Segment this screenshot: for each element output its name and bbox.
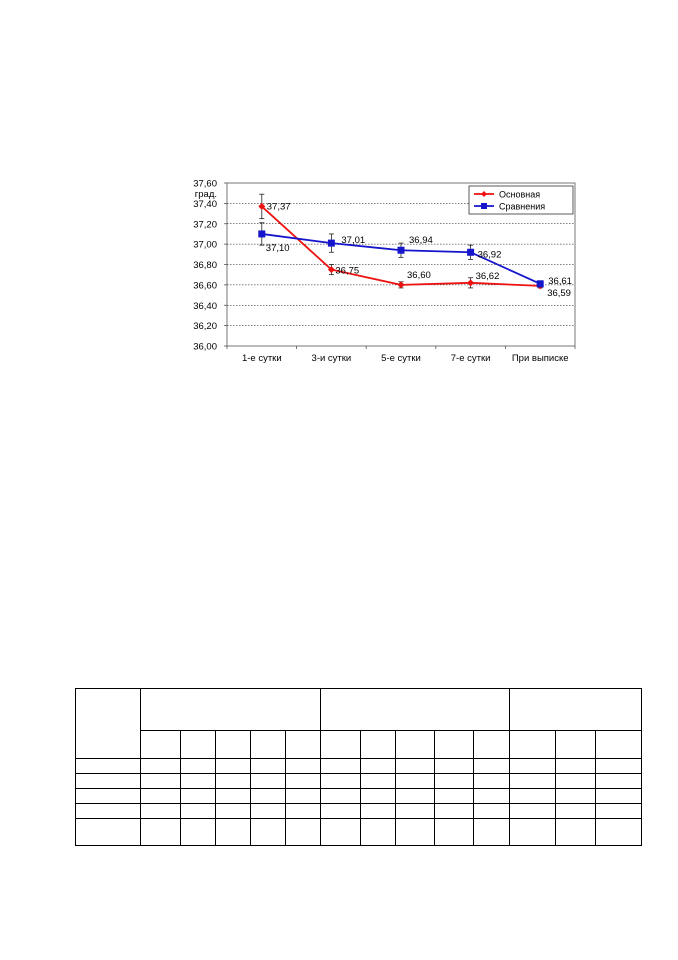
table-header-cell bbox=[76, 689, 141, 759]
table-cell bbox=[361, 819, 396, 846]
table-cell bbox=[556, 789, 596, 804]
table-cell bbox=[141, 774, 181, 789]
y-tick-label: 36,80 bbox=[193, 260, 217, 271]
table-cell bbox=[216, 819, 251, 846]
table-cell bbox=[510, 819, 556, 846]
data-point bbox=[467, 279, 474, 286]
y-tick-label: 37,60 bbox=[193, 178, 217, 190]
y-tick-label: 37,40 bbox=[193, 198, 217, 210]
table-cell bbox=[474, 759, 510, 774]
table-cell bbox=[396, 819, 435, 846]
table-cell bbox=[396, 789, 435, 804]
table-header-cell bbox=[321, 689, 510, 731]
table-cell bbox=[435, 804, 474, 819]
data-point bbox=[328, 240, 335, 247]
table-header-cell bbox=[510, 689, 642, 731]
y-tick-labels bbox=[193, 179, 217, 353]
chart-svg bbox=[180, 172, 580, 372]
x-tick-label: При выписке bbox=[511, 353, 569, 364]
table-cell bbox=[141, 789, 181, 804]
table-cell bbox=[286, 759, 321, 774]
table-cell bbox=[396, 731, 435, 759]
legend-label: Основная bbox=[499, 189, 541, 200]
data-point bbox=[537, 280, 544, 287]
table-cell bbox=[556, 804, 596, 819]
y-tick-label: 37,00 bbox=[193, 239, 217, 251]
y-tick-label: 36,60 bbox=[193, 280, 217, 292]
table-cell bbox=[141, 759, 181, 774]
table-cell bbox=[321, 774, 361, 789]
table-cell bbox=[556, 819, 596, 846]
data-label: 36,92 bbox=[477, 249, 502, 261]
table-cell bbox=[361, 789, 396, 804]
table-cell bbox=[361, 731, 396, 759]
data-point bbox=[398, 281, 405, 288]
table-cell bbox=[396, 759, 435, 774]
table-cell bbox=[596, 731, 642, 759]
table-cell bbox=[361, 804, 396, 819]
y-axis-label: град. bbox=[194, 189, 217, 200]
table-cell bbox=[556, 731, 596, 759]
table-cell bbox=[141, 804, 181, 819]
table-cell bbox=[286, 819, 321, 846]
table-cell bbox=[76, 774, 141, 789]
table-cell bbox=[216, 789, 251, 804]
table-cell bbox=[596, 819, 642, 846]
data-label: 36,60 bbox=[407, 269, 431, 281]
table-cell bbox=[181, 759, 216, 774]
table-cell bbox=[321, 789, 361, 804]
x-tick-labels bbox=[242, 353, 569, 364]
table-row bbox=[76, 819, 642, 846]
data-label: 37,10 bbox=[265, 242, 290, 254]
table-cell bbox=[286, 789, 321, 804]
table-row bbox=[76, 789, 642, 804]
table-cell bbox=[181, 804, 216, 819]
table-cell bbox=[181, 731, 216, 759]
y-tick-label: 37,20 bbox=[193, 219, 217, 231]
table-cell bbox=[181, 819, 216, 846]
table-cell bbox=[251, 804, 286, 819]
x-tick-label: 3-и сутки bbox=[311, 353, 352, 364]
table-cell bbox=[510, 759, 556, 774]
table-cell bbox=[216, 731, 251, 759]
table-row bbox=[76, 774, 642, 789]
table-cell bbox=[251, 731, 286, 759]
table-cell bbox=[216, 774, 251, 789]
table-cell bbox=[321, 759, 361, 774]
table-cell bbox=[396, 774, 435, 789]
table-cell bbox=[251, 759, 286, 774]
table-cell bbox=[251, 819, 286, 846]
table-cell bbox=[435, 789, 474, 804]
table-cell bbox=[596, 789, 642, 804]
table-cell bbox=[251, 774, 286, 789]
x-tick-label: 1-е сутки bbox=[241, 353, 282, 364]
table-cell bbox=[361, 759, 396, 774]
table-row bbox=[76, 759, 642, 774]
table-cell bbox=[474, 819, 510, 846]
data-label: 36,94 bbox=[409, 235, 433, 247]
table-cell bbox=[141, 819, 181, 846]
table-cell bbox=[474, 731, 510, 759]
table-cell bbox=[76, 759, 141, 774]
table-header-cell bbox=[141, 689, 321, 731]
table-cell bbox=[435, 731, 474, 759]
data-label: 37,01 bbox=[341, 235, 366, 247]
temperature-chart bbox=[180, 172, 580, 372]
legend bbox=[469, 186, 573, 214]
table-cell bbox=[251, 789, 286, 804]
table-cell bbox=[474, 804, 510, 819]
table-cell bbox=[216, 804, 251, 819]
table-cell bbox=[596, 804, 642, 819]
table-cell bbox=[396, 804, 435, 819]
table-cell bbox=[596, 774, 642, 789]
table-cell bbox=[76, 804, 141, 819]
table-cell bbox=[435, 774, 474, 789]
table-cell bbox=[76, 819, 141, 846]
data-point bbox=[398, 247, 405, 254]
table-subheader-row bbox=[76, 731, 642, 759]
data-label: 36,75 bbox=[335, 265, 360, 277]
table-cell bbox=[181, 774, 216, 789]
table-cell bbox=[510, 804, 556, 819]
table-cell bbox=[556, 759, 596, 774]
table-cell bbox=[321, 819, 361, 846]
table-cell bbox=[321, 804, 361, 819]
table-cell bbox=[435, 759, 474, 774]
data-label: 36,62 bbox=[475, 270, 500, 282]
table-cell bbox=[216, 759, 251, 774]
x-tick-label: 5-е сутки bbox=[381, 353, 421, 364]
data-point bbox=[258, 230, 265, 237]
table-cell bbox=[510, 731, 556, 759]
table-cell bbox=[556, 774, 596, 789]
table-cell bbox=[286, 804, 321, 819]
legend-marker bbox=[481, 203, 487, 209]
table-cell bbox=[321, 731, 361, 759]
table-cell bbox=[474, 774, 510, 789]
table-cell bbox=[141, 731, 181, 759]
table-cell bbox=[286, 731, 321, 759]
table-cell bbox=[361, 774, 396, 789]
data-point bbox=[467, 249, 474, 256]
table-cell bbox=[76, 789, 141, 804]
legend-label: Сравнения bbox=[499, 201, 546, 212]
y-tick-label: 36,00 bbox=[193, 341, 217, 353]
data-label: 37,37 bbox=[266, 201, 291, 213]
table-cell bbox=[181, 789, 216, 804]
table-cell bbox=[596, 759, 642, 774]
table-cell bbox=[510, 774, 556, 789]
table-cell bbox=[286, 774, 321, 789]
table-row bbox=[76, 804, 642, 819]
data-label: 36,61 bbox=[548, 275, 572, 287]
table-cell bbox=[474, 789, 510, 804]
table-cell bbox=[510, 789, 556, 804]
table-cell bbox=[435, 819, 474, 846]
y-tick-label: 36,20 bbox=[193, 321, 217, 333]
y-tick-label: 36,40 bbox=[193, 300, 217, 312]
data-table bbox=[75, 688, 642, 846]
data-label: 36,59 bbox=[547, 287, 571, 299]
x-tick-label: 7-е сутки bbox=[450, 353, 491, 364]
table-header-row bbox=[76, 689, 642, 731]
